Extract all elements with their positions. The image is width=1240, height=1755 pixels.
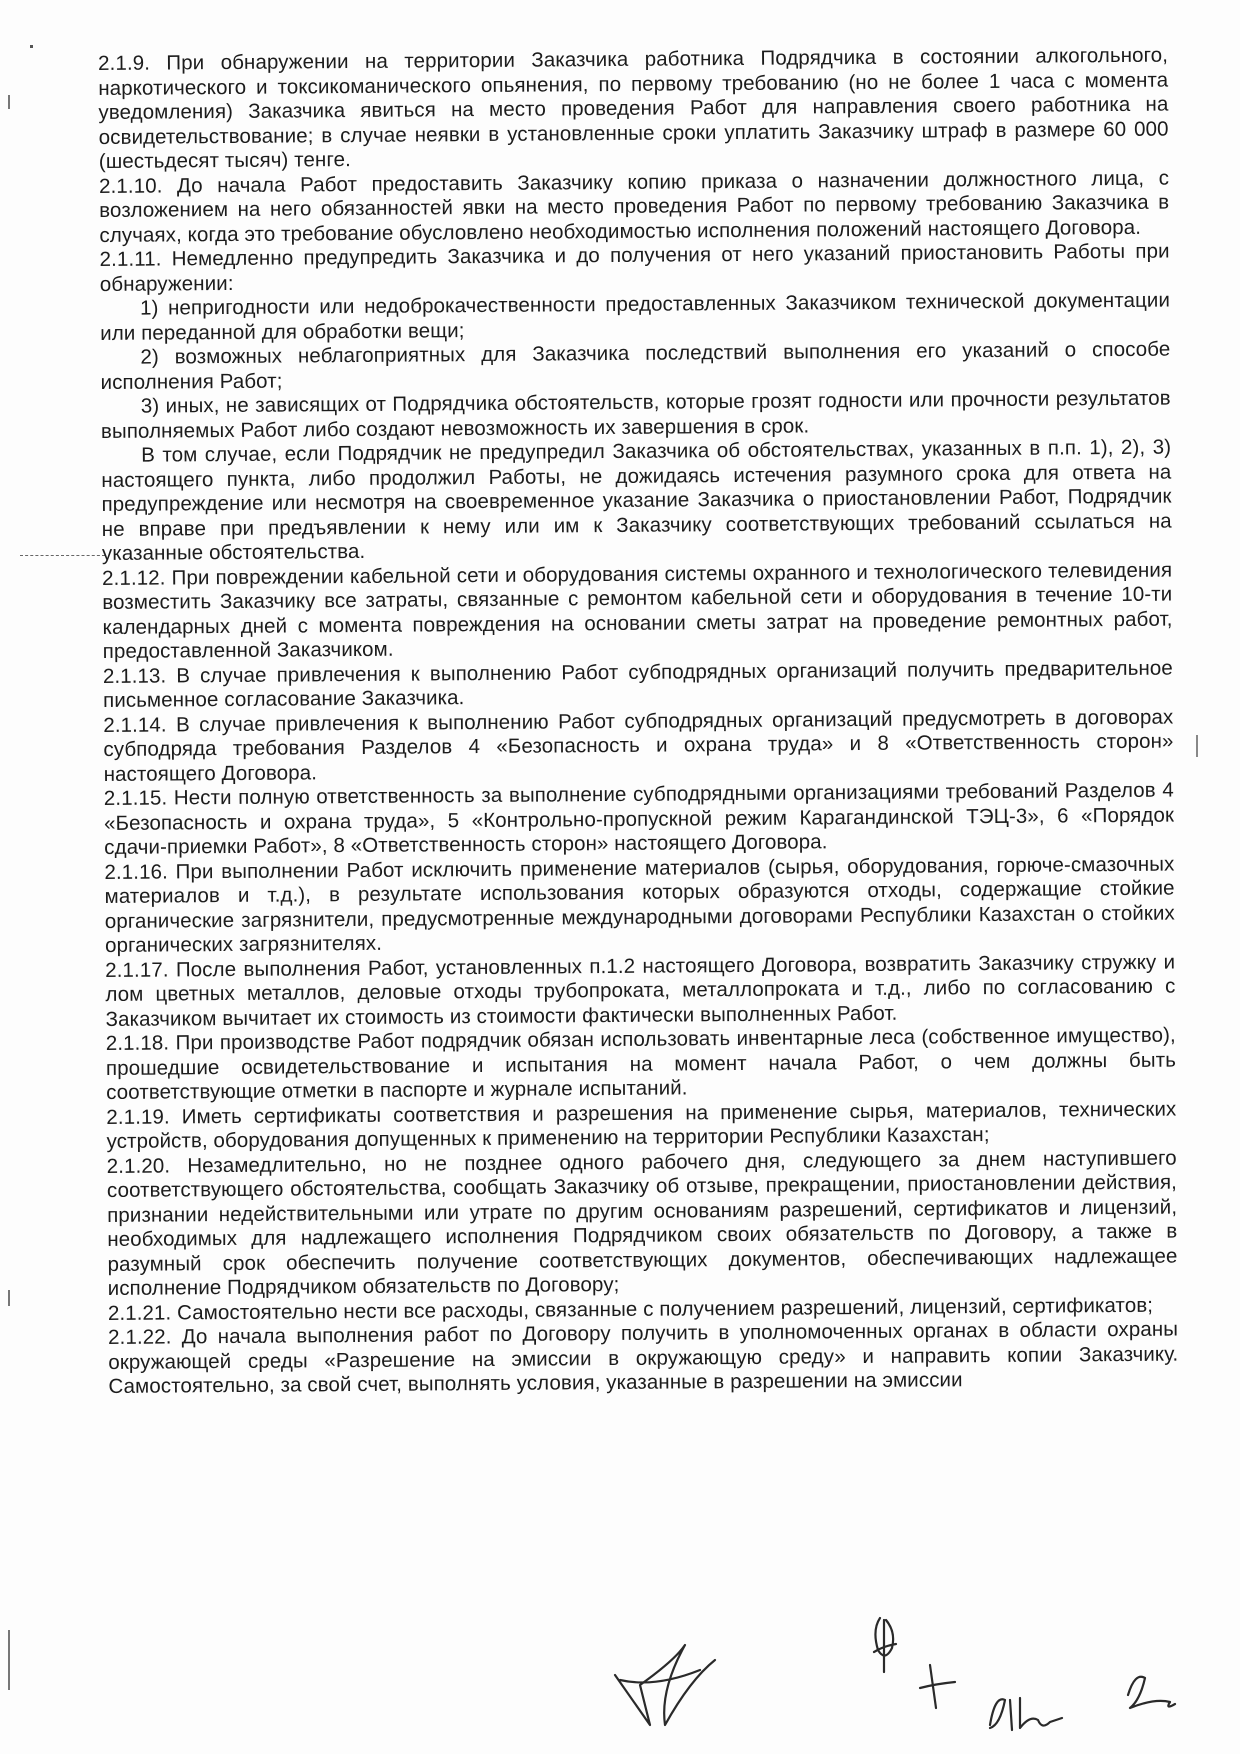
- clause-2-1-10: 2.1.10. До начала Работ предоставить Заказчику копию приказа о назначении должностного лица, с возложением на него обязанностей явки на место проведения Работ по первому требованию Заказчика в случаях, когда это требование обусловлено необходимостью исполнения положений настоящего Договора.: [98, 166, 1170, 247]
- document-body: [98, 44, 1179, 1400]
- clause-2-1-11-consequence: В том случае, если Подрядчик не предупредил Заказчика об обстоятельствах, указанных в п.п. 1), 2), 3) настоящего пункта, либо продолжил Работы, не дожидаясь истечения разумного срока для ответа на предупреждение или несмотря на своевременное указание Заказчика о приостановлении Работ, Подрядчик не вправе при предъявлении к нему или им к Заказчику соответствующих требований ссылаться на указанные обстоятельства.: [101, 435, 1172, 565]
- scan-artifact-mark: [8, 1290, 10, 1306]
- handwritten-signatures: [580, 1600, 1200, 1750]
- clause-2-1-16: 2.1.16. При выполнении Работ исключить применение материалов (сырья, оборудования, горюче-смазочных материалов и т.д.), в результате использования которых образуются отходы, содержащие стойкие органические загрязнители, предусмотренные международными договорами Республики Казахстан о стойких органических загрязнителях.: [104, 852, 1175, 957]
- clause-2-1-17: 2.1.17. После выполнения Работ, установленных п.1.2 настоящего Договора, возвратить Заказчику стружку и лом цветных металлов, деловые отходы трубопроката, металлопроката и т.д., либо по согласованию с Заказчиком вычитает их стоимость из стоимости фактически выполненных Работ.: [105, 950, 1176, 1031]
- clause-2-1-11-item-1: 1) непригодности или недоброкачественности предоставленных Заказчиком технической документации или переданной для обработки вещи;: [100, 288, 1171, 345]
- clause-2-1-9: 2.1.9. При обнаружении на территории Заказчика работника Подрядчика в состоянии алкогольного, наркотического и токсикоманического опьянения, по первому требованию (но не более 1 часа с момента уведомления) Заказчика явиться на место проведения Работ для направления своего работника на освидетельствование; в случае неявки в установленные сроки уплатить Заказчику штраф в размере 60 000 (шестьдесят тысяч) тенге.: [98, 43, 1169, 173]
- clause-2-1-15: 2.1.15. Нести полную ответственность за выполнение субподрядными организациями требований Разделов 4 «Безопасность и охрана труда», 5 «Контрольно-пропускной режим Карагандинской ТЭЦ-3», 6 «Порядок сдачи-приемки Работ», 8 «Ответственность сторон» настоящего Договора.: [103, 778, 1175, 859]
- scan-artifact-line: [20, 555, 105, 556]
- signature-area: [580, 1600, 1200, 1750]
- clause-2-1-12: 2.1.12. При повреждении кабельной сети и оборудования системы охранного и технологического телевидения возместить Заказчику все затраты, связанные с ремонтом кабельной сети и оборудования в течение 10-ти календарных дней с момента повреждения на основании сметы затрат на проведение ремонтных работ, предоставленной Заказчиком.: [102, 558, 1173, 663]
- scan-speck: [1196, 735, 1198, 757]
- scan-artifact-mark: [8, 95, 10, 109]
- scan-artifact-mark: [8, 1630, 10, 1690]
- signature-5: [1128, 1677, 1175, 1708]
- signature-2: [874, 1618, 896, 1672]
- clause-2-1-18: 2.1.18. При производстве Работ подрядчик обязан использовать инвентарные леса (собственное имущество), прошедшие освидетельствование и испытания на момент начала Работ, о чем должны быть соответствующие отметки в паспорте и журнале испытаний.: [105, 1023, 1177, 1104]
- clause-2-1-14: 2.1.14. В случае привлечения к выполнению Работ субподрядных организаций предусмотреть в договорах субподряда требования Разделов 4 «Безопасность и охрана труда» и 8 «Ответственность сторон» настоящего Договора.: [103, 705, 1174, 786]
- signature-1: [615, 1645, 715, 1725]
- signature-4: [990, 1698, 1062, 1730]
- clause-2-1-13: 2.1.13. В случае привлечения к выполнению Работ субподрядных организаций получить предварительное письменное согласование Заказчика.: [102, 656, 1173, 712]
- clause-2-1-22: 2.1.22. До начала выполнения работ по Договору получить в уполномоченных органах в области охраны окружающей среды «Разрешение на эмиссии в окружающую среду» и направить копии Заказчику. Самостоятельно, за свой счет, выполнять условия, указанные в разрешении на эмиссии: [108, 1317, 1179, 1398]
- clause-2-1-11: 2.1.11. Немедленно предупредить Заказчика и до получения от него указаний приостановить Работы при обнаружении:: [99, 239, 1170, 296]
- scan-speck: [30, 45, 33, 48]
- signature-3: [920, 1665, 955, 1708]
- clause-2-1-19: 2.1.19. Иметь сертификаты соответствия и разрешения на применение сырья, материалов, технических устройств, оборудования допущенных к применению на территории Республики Казахстан;: [106, 1097, 1177, 1153]
- clause-2-1-20: 2.1.20. Незамедлительно, но не позднее одного рабочего дня, следующего за днем наступившего соответствующего обстоятельства, сообщать Заказчику об отзыве, прекращении, приостановлении действия, признании недействительными или утрате по другим основаниям разрешений, сертификатов и лицензий, необходимых для надлежащего исполнения Подрядчиком своих обязательств по Договору, а также в разумный срок обеспечить получение соответствующих документов, обеспечивающих надлежащее исполнение Подрядчиком обязательств по Договору;: [106, 1146, 1178, 1300]
- clause-2-1-11-item-2: 2) возможных неблагоприятных для Заказчика последствий выполнения его указаний о способе исполнения Работ;: [100, 337, 1171, 394]
- clause-2-1-11-item-3: 3) иных, не зависящих от Подрядчика обстоятельств, которые грозят годности или прочности результатов выполняемых Работ либо создают невозможность их завершения в срок.: [100, 386, 1171, 443]
- clause-2-1-21: 2.1.21. Самостоятельно нести все расходы, связанные с получением разрешений, лицензий, сертификатов;: [107, 1293, 1154, 1325]
